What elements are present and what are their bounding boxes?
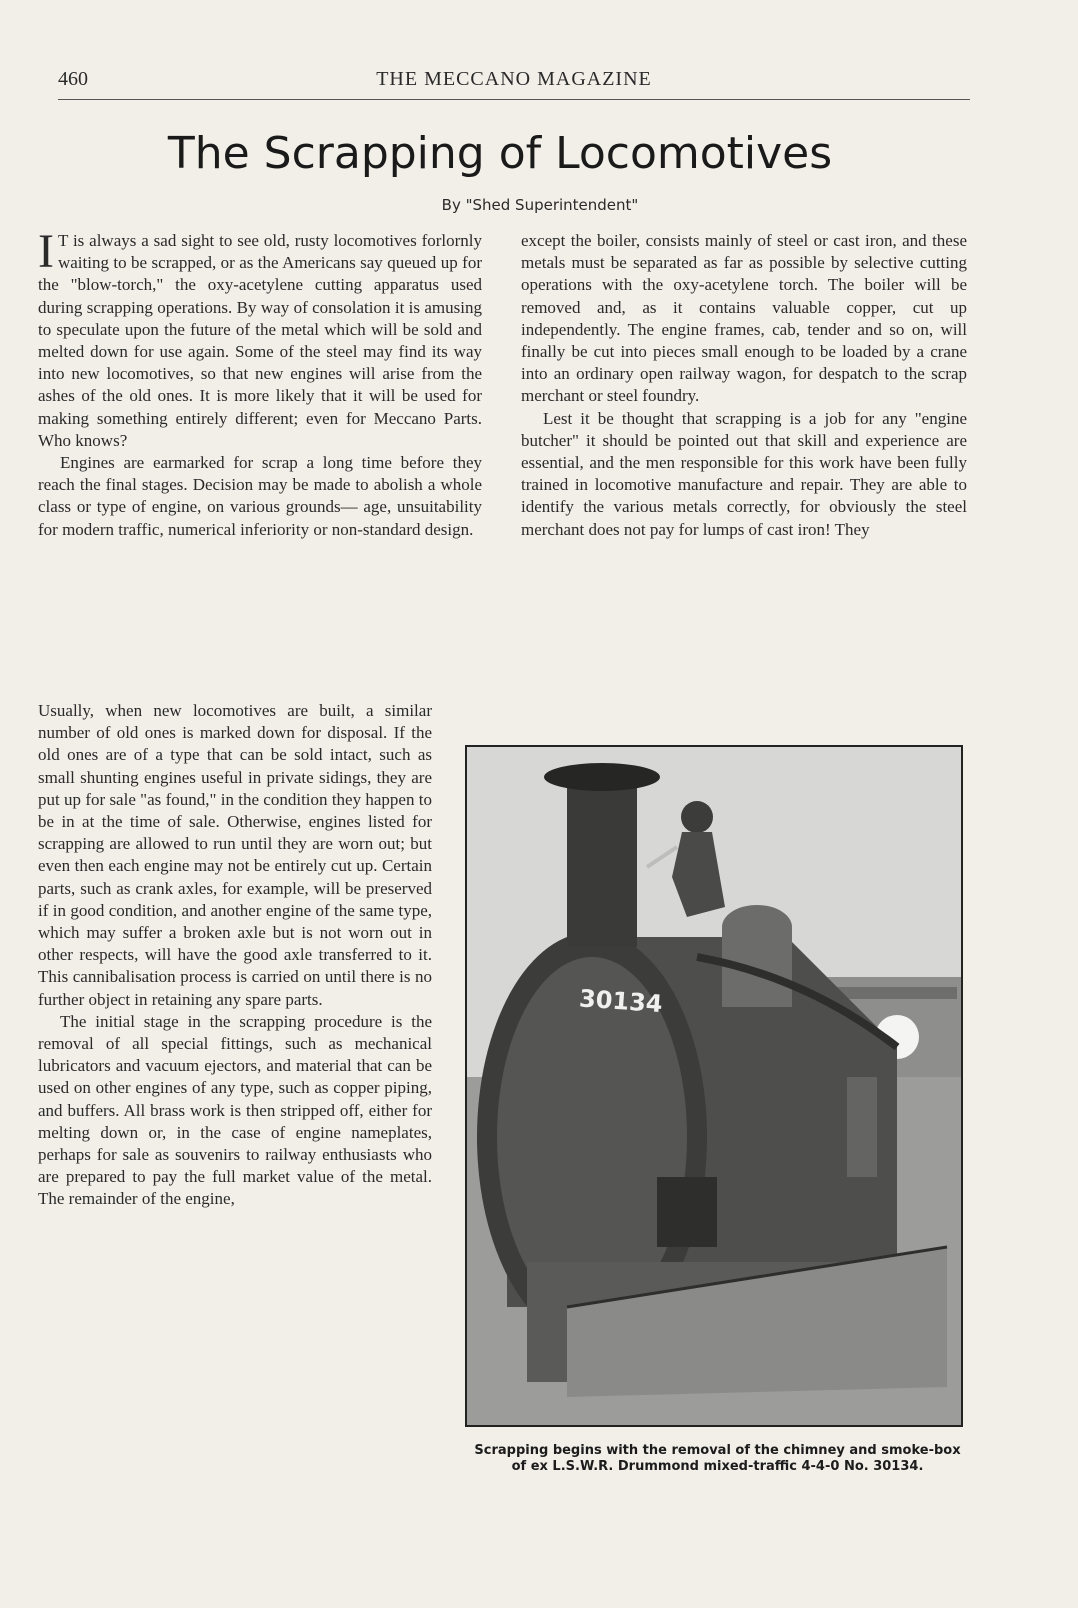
number-plate: 30134	[578, 984, 664, 1019]
paragraph-2: Engines are earmarked for scrap a long time before they reach the final stages. Decision may be made to abolish a whole class or type of engine, on various grounds— age, unsuitability for modern traffic, numerical inferiority or non-standard design.	[38, 453, 482, 539]
page-number: 460	[58, 68, 88, 90]
right-column	[521, 230, 967, 541]
article-title: The Scrapping of Locomotives	[167, 128, 833, 179]
page-header	[58, 66, 970, 100]
figure-caption: Scrapping begins with the removal of the chimney and smoke-box of ex L.S.W.R. Drummond mixed-traffic 4-4-0 No. 30134.	[474, 1443, 961, 1474]
article-byline: By "Shed Superintendent"	[441, 196, 639, 214]
paragraph-4: The initial stage in the scrapping procedure is the removal of all special fittings, such as mechanical lubricators and vacuum ejectors, and material that can be used on other engines of any type, such as copper piping, and buffers. All brass work is then stripped off, either for melting down or, in the case of engine nameplates, perhaps for sale as souvenirs to railway enthusiasts who are prepared to pay the full market value of the metal. The remainder of the engine,	[38, 1011, 432, 1209]
bottom-left-column	[38, 700, 432, 1211]
magazine-title: THE MECCANO MAGAZINE	[376, 68, 652, 90]
paragraph-6: Lest it be thought that scrapping is a job for any "engine butcher" it should be pointed out that skill and experience are essential, and the men responsible for this work have been fully trained in locomotive manufacture and repair. They are able to identify the various metals correctly, for obviously the steel merchant does not pay for lumps of cast iron! They	[521, 408, 967, 539]
paragraph-1	[38, 225, 482, 452]
chimney	[567, 777, 637, 947]
locomotive-illustration	[467, 747, 961, 1425]
locomotive-photo	[465, 745, 963, 1427]
workman-head	[681, 801, 713, 833]
drop-cap: I	[38, 225, 54, 278]
left-column	[38, 225, 482, 541]
paragraph-5: except the boiler, consists mainly of steel or cast iron, and these metals must be separated as far as possible by selective cutting operations with the oxy-acetylene torch. The boiler will be removed and, as it contains valuable copper, cut up independently. The engine frames, cab, tender and so on, will finally be cut into pieces small enough to be loaded by a crane into an ordinary open railway wagon, for despatch to the scrap merchant or steel foundry.	[521, 231, 967, 406]
paragraph-3: Usually, when new locomotives are built, a similar number of old ones is marked down for disposal. If the old ones are of a type that can be sold intact, such as small shunting engines useful in private sidings, they are put up for sale "as found," in the condition they happen to be in at the time of sale. Otherwise, engines listed for scrapping are allowed to run until they are worn out; but even then each engine may not be entirely cut up. Certain parts, such as crank axles, for example, will be preserved if in good condition, and another engine of the same type, which may suffer a broken axle but is not worn out in other respects, will have the good axle transferred to it. This cannibalisation process is carried on until there is no further object in retaining any spare parts.	[38, 701, 432, 1009]
paragraph-1-text: T is always a sad sight to see old, rusty locomotives forlornly waiting to be scrapped, or as the Americans say queued up for the "blow-torch," the oxy-acetylene cutting apparatus used during scrapping operations. By way of consolation it is amusing to speculate upon the future of the metal which will be sold and melted down for use again. Some of the steel may find its way into new locomotives, so that new engines will arise from the ashes of the old ones. It is more likely that it will be used for making something entirely different; even for Meccano Parts. Who knows?	[38, 231, 482, 450]
header-divider	[58, 99, 970, 100]
